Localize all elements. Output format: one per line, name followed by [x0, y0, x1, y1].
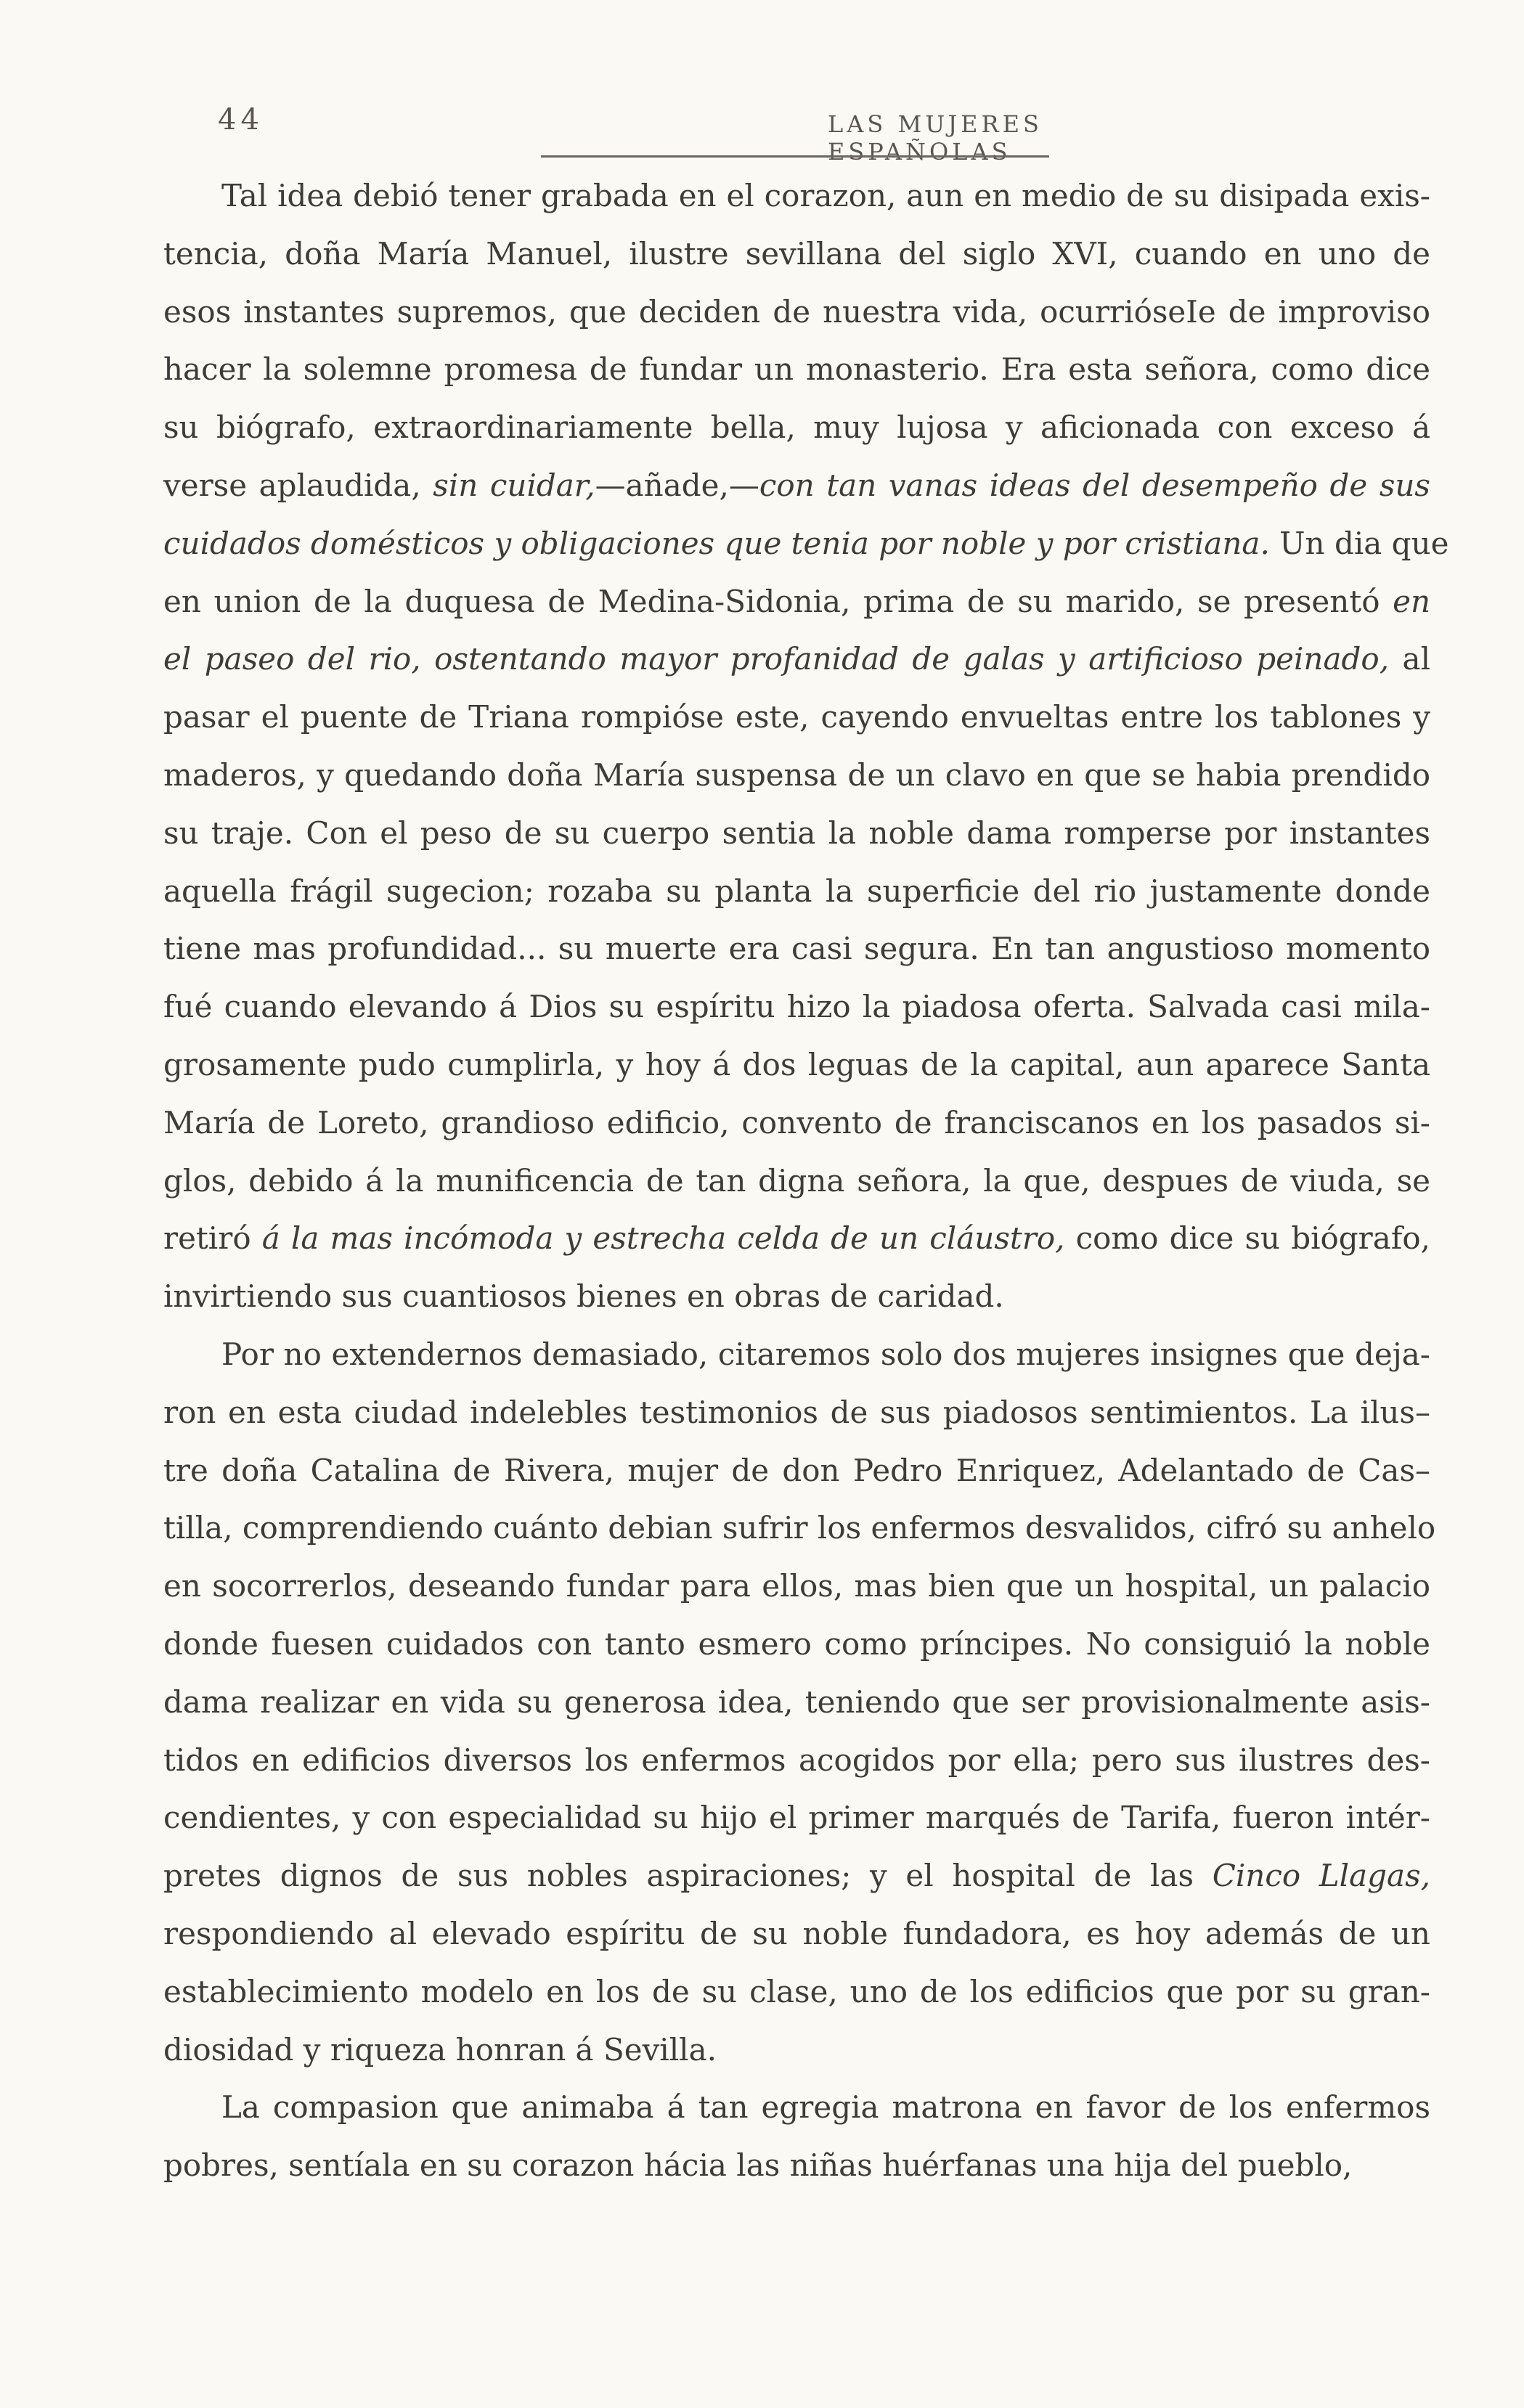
text-segment: —añade,— — [595, 467, 759, 503]
text-segment: Tal idea debió tener grabada en el corazon, aun en medio de su disipada exis- — [221, 178, 1430, 213]
text-line — [163, 1731, 1430, 1789]
text-line — [163, 1673, 1430, 1731]
text-segment: donde fuesen cuidados con tanto esmero como príncipes. No consiguió la noble — [163, 1625, 1430, 1662]
text-line — [163, 920, 1430, 978]
text-line — [163, 283, 1430, 341]
text-segment: en socorrerlos, deseando fundar para ellos, mas bien que un hospital, un palacio — [163, 1568, 1430, 1604]
text-segment: tilla, comprendiendo cuánto debian sufrir los enfermos desvalidos, cifró su anhelo — [163, 1510, 1436, 1546]
text-line — [163, 167, 1430, 225]
text-segment: retiró — [163, 1220, 262, 1257]
text-segment: tencia, doña María Manuel, ilustre sevillana del siglo XVI, cuando en uno de — [163, 235, 1430, 272]
text-segment: respondiendo al elevado espíritu de su noble fundadora, es hoy además de un — [163, 1915, 1430, 1951]
text-line — [163, 457, 1430, 515]
text-line — [163, 688, 1430, 746]
text-line — [163, 2136, 1430, 2195]
text-segment: pasar el puente de Triana rompióse este, cayendo envueltas entre los tablones y — [163, 699, 1430, 735]
text-segment: Por no extendernos demasiado, citaremos solo dos mujeres insignes que deja- — [221, 1336, 1430, 1372]
header-rule — [541, 155, 1049, 158]
text-segment: grosamente pudo cumplirla, y hoy á dos leguas de la capital, aun aparece Santa — [163, 1046, 1430, 1082]
text-segment: tre doña Catalina de Rivera, mujer de don Pedro Enriquez, Adelantado de Cas– — [163, 1452, 1430, 1488]
text-segment: como dice su biógrafo, — [1064, 1220, 1430, 1257]
text-segment: tiene mas profundidad... su muerte era casi segura. En tan angustioso momento — [163, 931, 1430, 967]
text-line — [163, 1905, 1430, 1963]
text-line — [163, 862, 1430, 921]
text-line — [163, 746, 1430, 804]
text-line — [163, 1384, 1430, 1442]
text-segment: su biógrafo, extraordinariamente bella, muy lujosa y aficionada con exceso á — [163, 409, 1430, 446]
text-line — [163, 630, 1430, 688]
text-line — [163, 1036, 1430, 1094]
text-line — [163, 2021, 1430, 2079]
text-segment: diosidad y riqueza honran á Sevilla. — [163, 2031, 717, 2068]
running-title: LAS MUJERES ESPAÑOLAS — [828, 110, 1043, 166]
text-line — [163, 573, 1430, 631]
italic-text: á la mas incómoda y estrecha celda de un cláustro, — [261, 1220, 1065, 1257]
text-segment: hacer la solemne promesa de fundar un monasterio. Era esta señora, como dice — [163, 351, 1430, 388]
text-segment: verse aplaudida, — [163, 467, 433, 503]
text-segment: al — [1389, 641, 1430, 677]
text-line — [163, 225, 1430, 283]
italic-text: el paseo del rio, ostentando mayor profanidad de galas y artificioso peinado, — [163, 641, 1390, 677]
text-line — [163, 515, 1449, 573]
text-segment: María de Loreto, grandioso edificio, convento de franciscanos en los pasados si- — [163, 1104, 1430, 1140]
text-segment: tidos en edificios diversos los enfermos acogidos por ella; pero sus ilustres des- — [163, 1742, 1430, 1778]
text-segment: invirtiendo sus cuantiosos bienes en obras de caridad. — [163, 1278, 1004, 1315]
text-segment: ron en esta ciudad indelebles testimonios de sus piadosos sentimientos. La ilus– — [163, 1394, 1430, 1430]
text-segment: dama realizar en vida su generosa idea, teniendo que ser provisionalmente asis- — [163, 1683, 1430, 1720]
italic-text: cuidados domésticos y obligaciones que tenia por noble y por cristiana. — [163, 525, 1270, 561]
italic-text: en — [1393, 583, 1430, 619]
text-line — [163, 399, 1430, 457]
text-line — [163, 1094, 1430, 1152]
text-line — [163, 2078, 1430, 2136]
page-number: 44 — [218, 103, 264, 136]
running-header — [218, 103, 1049, 166]
text-line — [163, 1963, 1430, 2021]
text-line — [163, 1847, 1430, 1905]
italic-text: Cinco Llagas, — [1212, 1858, 1430, 1894]
text-segment: aquella frágil sugecion; rozaba su planta la superficie del rio justamente donde — [163, 873, 1430, 909]
text-line — [163, 804, 1430, 862]
italic-text: con tan vanas ideas del desempeño de sus — [759, 467, 1430, 503]
text-segment: Un dia que — [1269, 525, 1449, 561]
text-segment: glos, debido á la munificencia de tan digna señora, la que, despues de viuda, se — [163, 1162, 1430, 1199]
text-line — [163, 1442, 1430, 1500]
paragraph — [163, 1326, 1436, 2078]
text-segment: La compasion que animaba á tan egregia matrona en favor de los enfermos — [221, 2089, 1430, 2126]
text-line — [163, 1152, 1430, 1210]
text-line — [163, 1499, 1436, 1557]
text-segment: esos instantes supremos, que deciden de nuestra vida, ocurrióseIe de improviso — [163, 293, 1430, 330]
text-segment: en union de la duquesa de Medina-Sidonia, prima de su marido, se presentó — [163, 583, 1393, 619]
text-segment: maderos, y quedando doña María suspensa de un clavo en que se habia prendido — [163, 756, 1430, 793]
text-line — [163, 1615, 1430, 1673]
text-line — [163, 1557, 1430, 1615]
text-line — [163, 978, 1430, 1036]
text-segment: pobres, sentíala en su corazon hácia las niñas huérfanas una hija del pueblo, — [163, 2147, 1353, 2184]
italic-text: sin cuidar, — [433, 467, 595, 503]
paragraph — [163, 2078, 1430, 2195]
paragraph — [163, 167, 1449, 1326]
text-line — [163, 340, 1430, 399]
text-segment: su traje. Con el peso de su cuerpo sentia la noble dama romperse por instantes — [163, 815, 1430, 851]
text-line — [163, 1789, 1430, 1847]
text-segment: pretes dignos de sus nobles aspiraciones; y el hospital de las — [163, 1858, 1213, 1894]
text-line — [163, 1326, 1430, 1384]
body-text — [163, 167, 1449, 2195]
text-line — [163, 1268, 1430, 1326]
text-segment: cendientes, y con especialidad su hijo el primer marqués de Tarifa, fueron intér- — [163, 1800, 1430, 1836]
text-line — [163, 1209, 1430, 1268]
text-segment: fué cuando elevando á Dios su espíritu hizo la piadosa oferta. Salvada casi mila- — [163, 989, 1430, 1025]
text-segment: establecimiento modelo en los de su clase, uno de los edificios que por su gran- — [163, 1973, 1430, 2009]
